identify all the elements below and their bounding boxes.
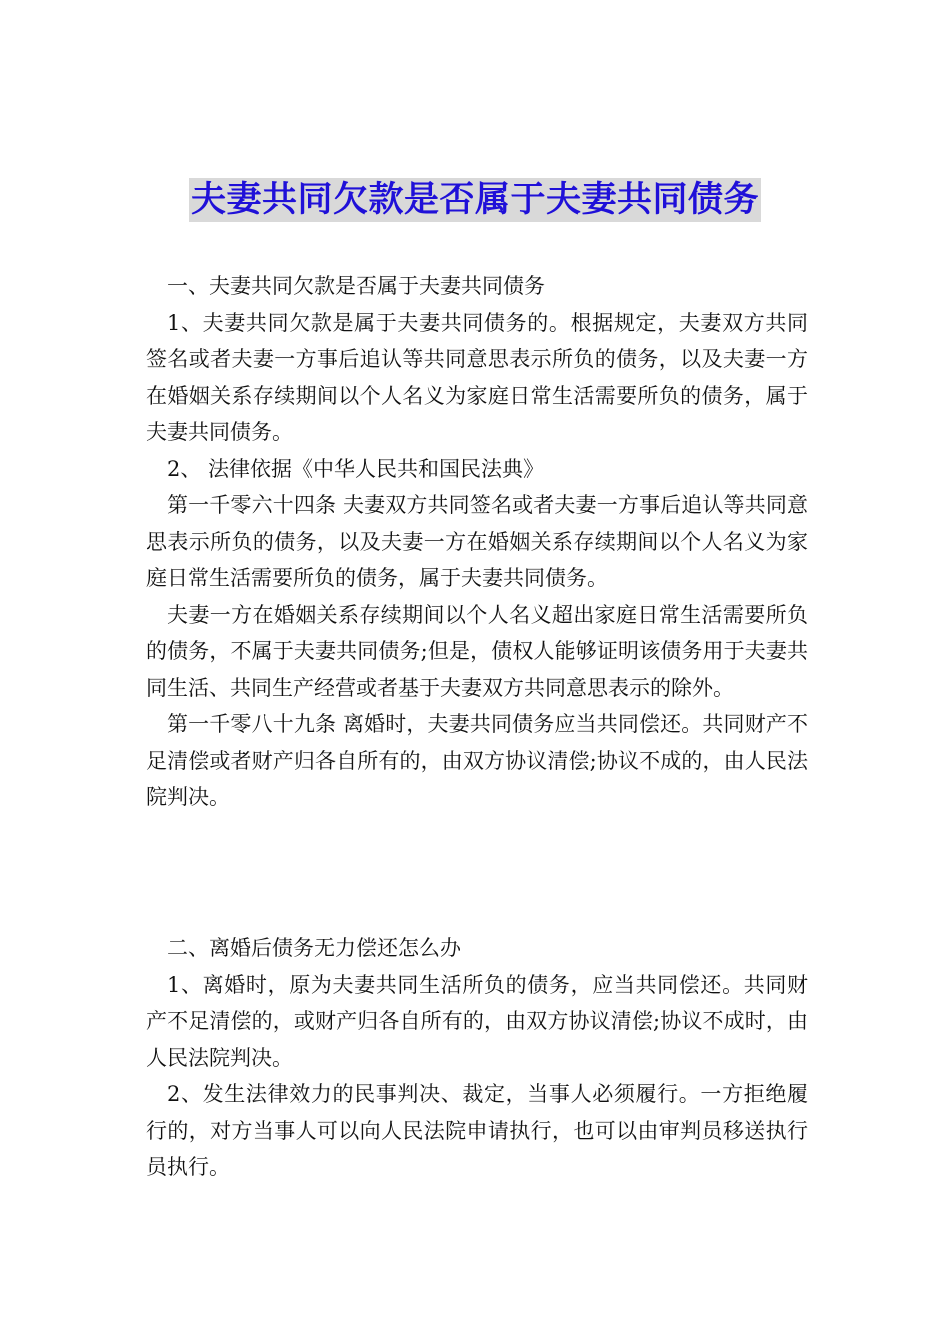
paragraph: 2、发生法律效力的民事判决、裁定，当事人必须履行。一方拒绝履行的，对方当事人可以向人民法院申请执行，也可以由审判员移送执行员执行。 <box>146 1082 808 1179</box>
section-2-heading: 二、离婚后债务无力偿还怎么办 <box>167 936 461 960</box>
paragraph: 1、夫妻共同欠款是属于夫妻共同债务的。根据规定，夫妻双方共同签名或者夫妻一方事后追认等共同意思表示所负的债务，以及夫妻一方在婚姻关系存续期间以个人名义为家庭日常生活需要所负的债务，属于夫妻共同债务。 <box>146 310 808 444</box>
title-container <box>0 178 950 222</box>
section-1-heading: 一、夫妻共同欠款是否属于夫妻共同债务 <box>167 274 545 298</box>
paragraph: 1、离婚时，原为夫妻共同生活所负的债务，应当共同偿还。共同财产不足清偿的，或财产归各自所有的，由双方协议清偿;协议不成时，由人民法院判决。 <box>146 972 808 1070</box>
paragraph: 夫妻一方在婚姻关系存续期间以个人名义超出家庭日常生活需要所负的债务，不属于夫妻共同债务;但是，债权人能够证明该债务用于夫妻共同生活、共同生产经营或者基于夫妻双方共同意思表示的除外。 <box>146 602 808 700</box>
section-1 <box>146 268 808 816</box>
paragraph: 第一千零八十九条 离婚时，夫妻共同债务应当共同偿还。共同财产不足清偿或者财产归各自所有的，由双方协议清偿;协议不成的，由人民法院判决。 <box>146 712 808 809</box>
section-2 <box>146 930 808 1186</box>
document-title: 夫妻共同欠款是否属于夫妻共同债务 <box>190 180 759 220</box>
paragraph: 第一千零六十四条 夫妻双方共同签名或者夫妻一方事后追认等共同意思表示所负的债务，以及夫妻一方在婚姻关系存续期间以个人名义为家庭日常生活需要所负的债务，属于夫妻共同债务。 <box>146 493 808 590</box>
paragraph: 2、 法律依据《中华人民共和国民法典》 <box>167 456 545 481</box>
